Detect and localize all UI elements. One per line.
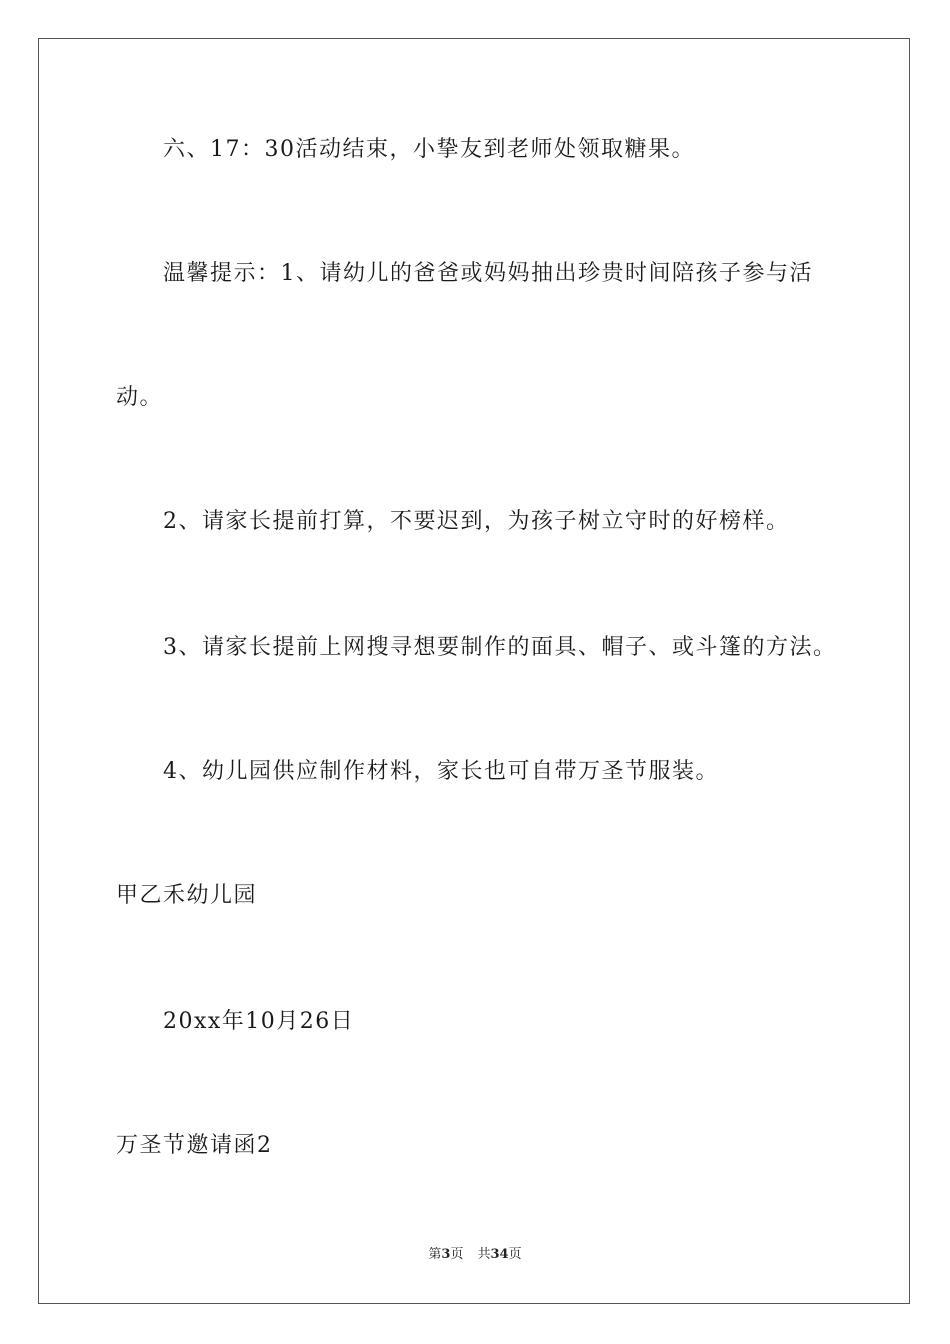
- tips-line-3: 3、请家长提前上网搜寻想要制作的面具、帽子、或斗篷的方法。: [163, 635, 837, 660]
- tips-line-1: 温馨提示：1、请幼儿的爸爸或妈妈抽出珍贵时间陪孩子参与活: [163, 261, 813, 286]
- tips-line-4: 4、幼儿园供应制作材料，家长也可自带万圣节服装。: [163, 759, 719, 784]
- next-section-title: 万圣节邀请函2: [116, 1133, 273, 1158]
- page-prefix: 第: [428, 1247, 442, 1262]
- page-suffix: 页: [450, 1247, 464, 1262]
- page-current: 3: [441, 1247, 451, 1262]
- page-total: 34: [490, 1247, 509, 1262]
- tips-line-2: 2、请家长提前打算，不要迟到，为孩子树立守时的好榜样。: [163, 509, 790, 534]
- activity-end-line: 六、17：30活动结束，小挚友到老师处领取糖果。: [163, 137, 695, 162]
- tips-line-1-continued: 动。: [116, 385, 164, 410]
- kindergarten-name: 甲乙禾幼儿园: [116, 883, 258, 908]
- total-prefix: 共: [477, 1247, 491, 1262]
- total-suffix: 页: [508, 1247, 522, 1262]
- page-frame: [38, 38, 910, 1304]
- date-line: 20xx年10月26日: [163, 1009, 355, 1034]
- page-footer: [0, 1246, 950, 1264]
